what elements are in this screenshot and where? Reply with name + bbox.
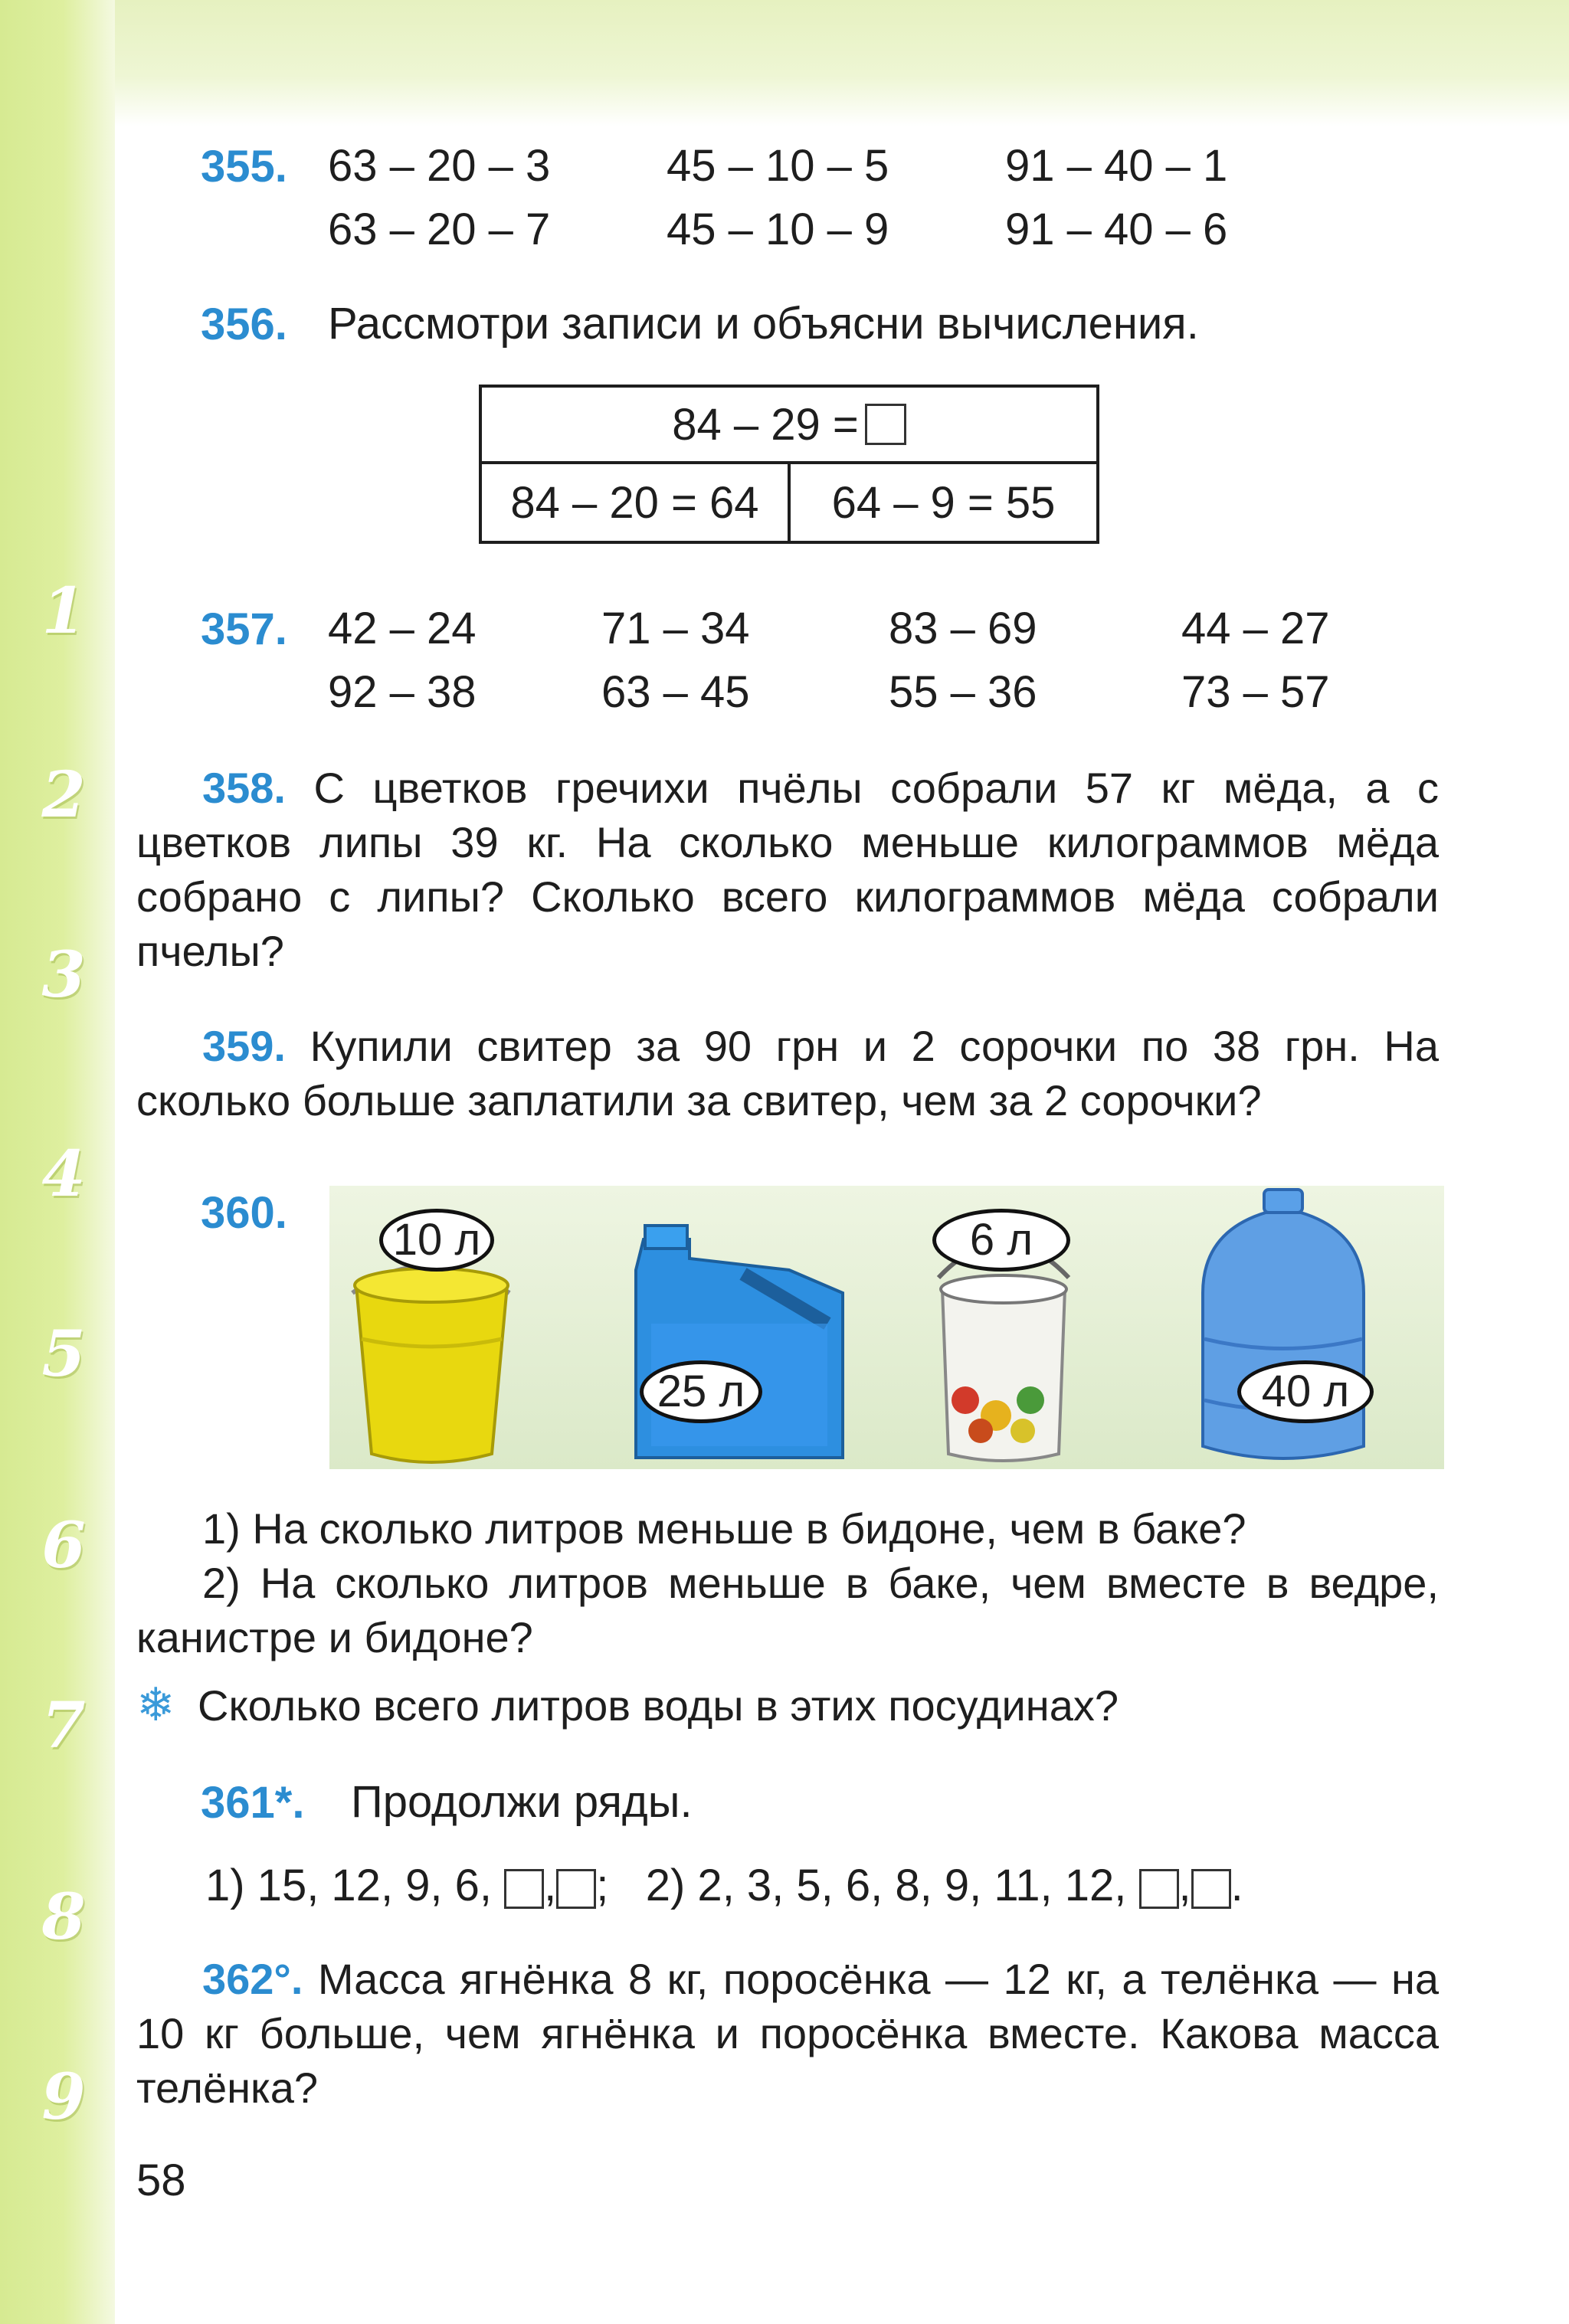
table-cell: 84 – 20 = 64 [510, 477, 759, 528]
expression: 63 – 20 – 3 [328, 141, 551, 191]
exercise-number: 362°. [202, 1955, 303, 2003]
side-number: 8 [41, 1880, 86, 1954]
expression: 63 – 45 [601, 667, 750, 717]
exercise-number: 356. [201, 300, 287, 349]
answer-box [504, 1869, 544, 1909]
exercise-360-questions [136, 1501, 1439, 1664]
sequence-1: 1) 15, 12, 9, 6, [205, 1861, 493, 1910]
volume-label: 40 л [1237, 1360, 1374, 1423]
exercise-359 [136, 1019, 1439, 1128]
expression: 91 – 40 – 6 [1005, 205, 1228, 254]
exercise-number: 360. [201, 1188, 287, 1238]
expression: 73 – 57 [1181, 667, 1330, 717]
expression: 42 – 24 [328, 604, 477, 653]
sequence-2: 2) 2, 3, 5, 6, 8, 9, 11, 12, [645, 1861, 1127, 1910]
expression: 45 – 10 – 5 [667, 141, 889, 191]
expression: 92 – 38 [328, 667, 477, 717]
question-1: 1) На сколько литров меньше в бидоне, чем в баке? [202, 1504, 1246, 1553]
side-number: 1 [41, 574, 86, 648]
snowflake-icon: ❄ [136, 1679, 175, 1730]
answer-box [1191, 1869, 1231, 1909]
side-number: 9 [41, 2061, 86, 2134]
exercise-number: 355. [201, 142, 287, 191]
table-header-row [482, 388, 1096, 464]
top-band [0, 0, 1569, 126]
question-2: 2) На сколько литров меньше в баке, чем вместе в ведре, канистре и бидоне? [136, 1559, 1439, 1661]
bucket-icon [352, 1266, 509, 1462]
exercise-number: 358. [202, 764, 286, 812]
exercise-text: Масса ягнёнка 8 кг, поросёнка — 12 кг, а телёнка — на 10 кг больше, чем ягнёнка и поросёнка вместе. Какова масса телёнка? [136, 1955, 1440, 2112]
containers-drawing [329, 1186, 1444, 1469]
expression: 55 – 36 [889, 667, 1037, 717]
side-number: 4 [41, 1137, 86, 1211]
table-cell: 64 – 9 = 55 [788, 464, 1096, 541]
exercise-number: 359. [202, 1022, 286, 1070]
volume-label: 6 л [932, 1209, 1070, 1272]
volume-label: 10 л [379, 1209, 494, 1272]
sequence-row: 1) 15, 12, 9, 6, , ; 2) 2, 3, 5, 6, 8, 9, 11, 12, , . [205, 1861, 1243, 1910]
calculation-table [479, 385, 1099, 544]
exercise-360-extra [136, 1678, 1439, 1733]
milk-can-icon [938, 1243, 1069, 1461]
answer-box [1139, 1869, 1179, 1909]
exercise-text: Продолжи ряды. [351, 1777, 693, 1827]
page-number: 58 [136, 2155, 186, 2205]
expression: 71 – 34 [601, 604, 750, 653]
side-band [0, 0, 115, 2324]
expression: 63 – 20 – 7 [328, 205, 551, 254]
side-number: 7 [41, 1689, 86, 1763]
table-expression: 84 – 29 = [672, 399, 859, 450]
exercise-358 [136, 761, 1439, 978]
expression: 45 – 10 – 9 [667, 205, 889, 254]
exercise-number: 357. [201, 604, 287, 654]
containers-illustration [329, 1186, 1444, 1469]
answer-box [865, 404, 906, 445]
expression: 44 – 27 [1181, 604, 1330, 653]
table-row [482, 464, 1096, 541]
side-number: 6 [41, 1509, 86, 1583]
extra-question: Сколько всего литров воды в этих посудинах? [198, 1681, 1119, 1730]
side-number: 5 [41, 1317, 86, 1391]
answer-box [556, 1869, 596, 1909]
expression: 91 – 40 – 1 [1005, 141, 1228, 191]
exercise-text: С цветков гречихи пчёлы собрали 57 кг мёда, а с цветков липы 39 кг. На сколько меньше килограммов мёда собрано с липы? Сколько всего килограммов мёда собрали пчелы? [136, 764, 1440, 975]
exercise-number: 361*. [201, 1778, 305, 1828]
exercise-text: Купили свитер за 90 грн и 2 сорочки по 38 грн. На сколько больше заплатили за свитер, чем за 2 сорочки? [136, 1022, 1439, 1124]
volume-label: 25 л [640, 1360, 762, 1423]
exercise-362 [136, 1952, 1439, 2115]
canister-icon [636, 1226, 843, 1458]
side-number: 2 [41, 758, 86, 832]
exercise-text: Рассмотри записи и объясни вычисления. [328, 299, 1199, 349]
side-number: 3 [41, 938, 86, 1012]
expression: 83 – 69 [889, 604, 1037, 653]
